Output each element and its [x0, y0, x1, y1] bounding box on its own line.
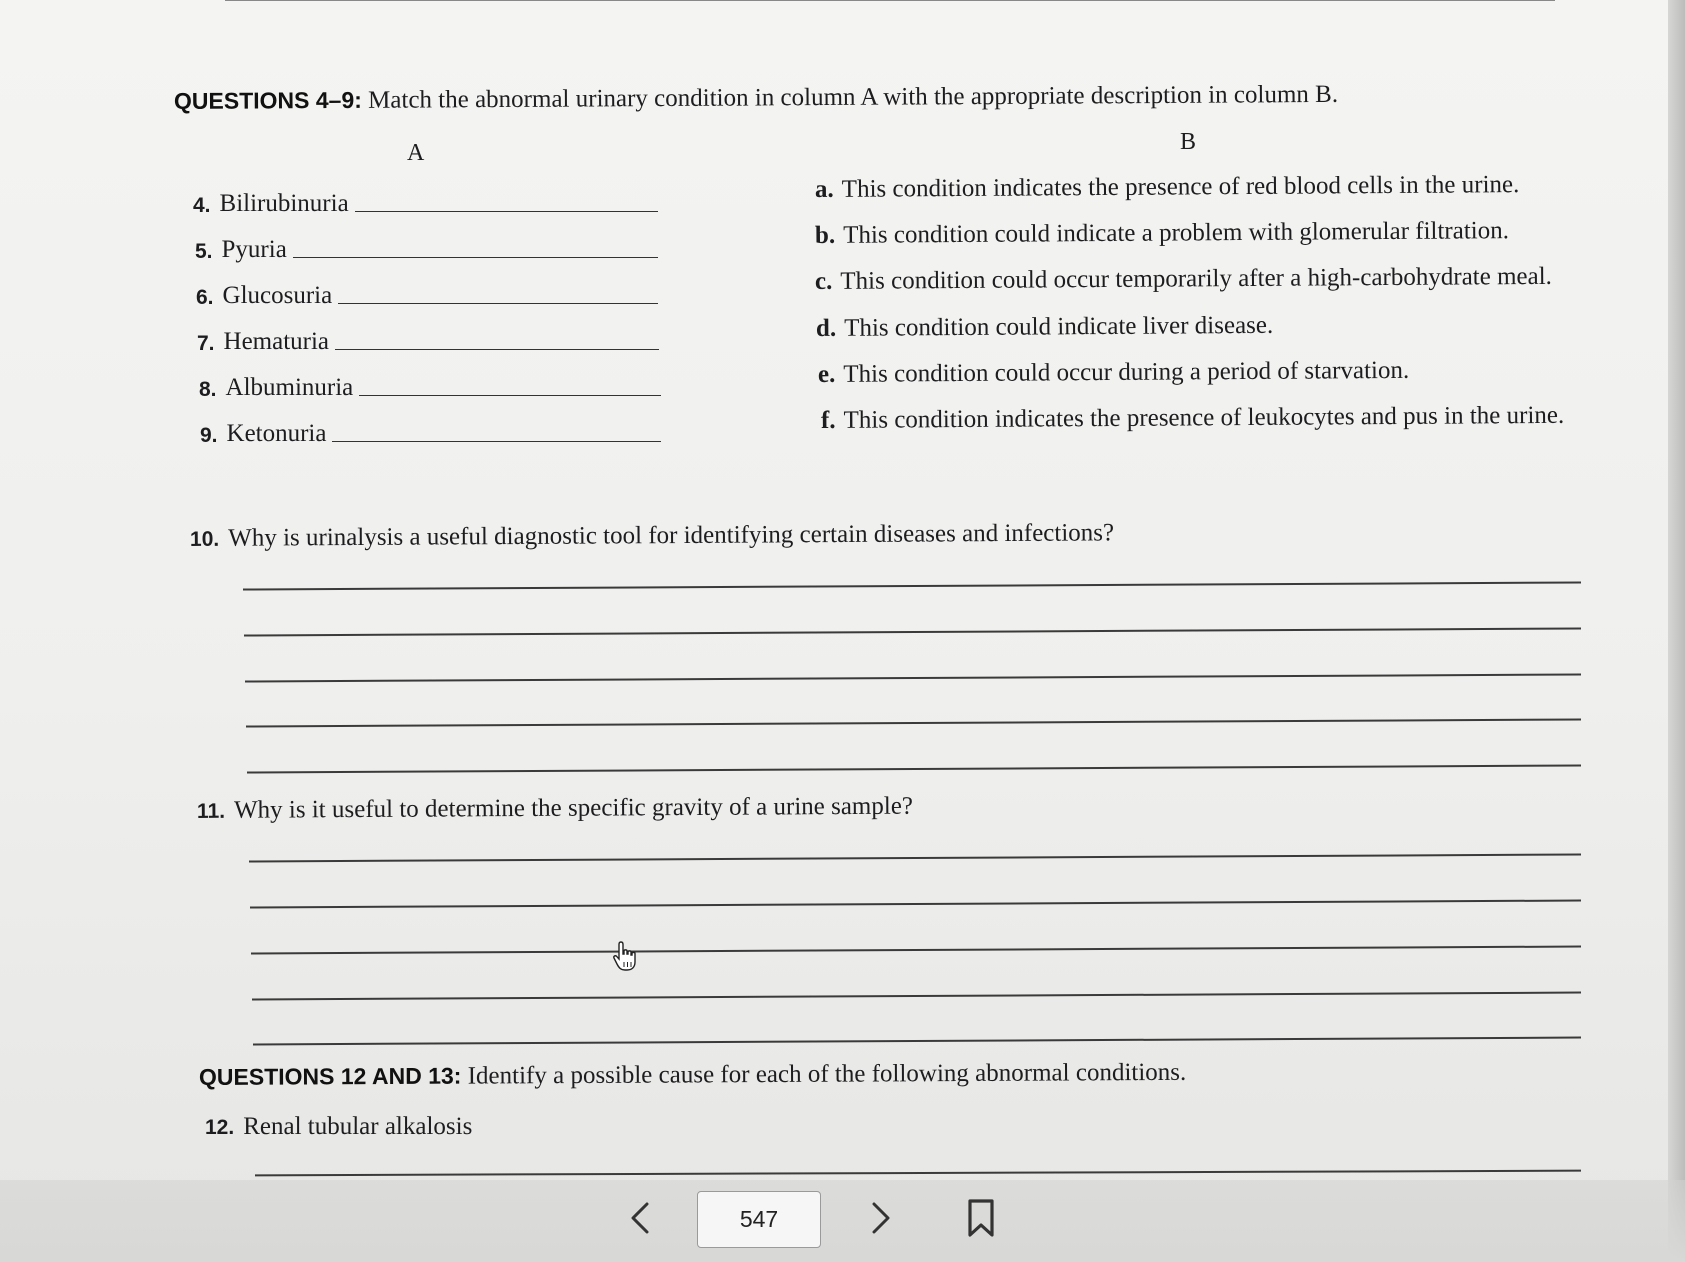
item-term: Glucosuria: [222, 282, 333, 309]
answer-line[interactable]: [244, 627, 1581, 636]
page-number: 547: [739, 1206, 779, 1232]
page-navigation-bar: [0, 1180, 1685, 1262]
answer-line[interactable]: [245, 674, 1581, 682]
description-b: [815, 217, 1509, 250]
section-heading-text: Match the abnormal urinary condition in column A with the appropriate description in column B.: [361, 80, 1339, 114]
previous-page-button[interactable]: [620, 1196, 660, 1240]
match-item-7[interactable]: [197, 322, 659, 356]
bookmark-icon[interactable]: [966, 1198, 996, 1238]
column-b-header: B: [1180, 129, 1197, 155]
next-page-button[interactable]: [861, 1196, 901, 1240]
answer-line[interactable]: [253, 1037, 1581, 1045]
match-item-5[interactable]: [195, 230, 658, 264]
description-letter: f.: [820, 406, 836, 434]
item-term: Pyuria: [221, 236, 287, 263]
top-rule: [225, 0, 1555, 1]
description-d: [816, 312, 1273, 343]
answer-blank[interactable]: [335, 348, 659, 350]
answer-blank[interactable]: [338, 302, 658, 304]
item-term: Hematuria: [223, 328, 330, 355]
question-12: [205, 1113, 472, 1141]
description-letter: d.: [815, 314, 837, 342]
question-text: Why is urinalysis a useful diagnostic tool for identifying certain diseases and infections?: [228, 519, 1115, 552]
description-e: [818, 357, 1409, 389]
question-text: Renal tubular alkalosis: [243, 1113, 473, 1140]
answer-line[interactable]: [250, 900, 1581, 908]
match-item-6[interactable]: [196, 276, 658, 310]
chevron-right-icon: [870, 1201, 892, 1235]
question-11: [197, 793, 913, 825]
section-heading-text: Identify a possible cause for each of the following abnormal conditions.: [461, 1058, 1187, 1090]
screen-edge: [1668, 0, 1685, 1262]
answer-line[interactable]: [252, 992, 1581, 1000]
chevron-left-icon: [629, 1201, 651, 1235]
description-a: [815, 171, 1520, 204]
match-item-4[interactable]: [193, 184, 658, 218]
answer-blank[interactable]: [355, 210, 658, 212]
description-c: [815, 263, 1552, 296]
answer-blank[interactable]: [293, 256, 658, 258]
answer-line[interactable]: [243, 581, 1581, 590]
description-text: This condition could indicate a problem with glomerular filtration.: [843, 217, 1510, 249]
description-letter: c.: [814, 267, 833, 295]
question-number: 12.: [205, 1116, 235, 1139]
answer-line[interactable]: [251, 946, 1581, 954]
answer-blank[interactable]: [332, 440, 661, 442]
answer-line[interactable]: [249, 854, 1581, 862]
page-number-field[interactable]: [697, 1191, 821, 1248]
description-text: This condition could occur during a period of starvation.: [843, 356, 1410, 388]
item-number: 8.: [199, 378, 217, 401]
description-text: This condition indicates the presence of leukocytes and pus in the urine.: [843, 401, 1565, 434]
item-number: 9.: [200, 424, 218, 447]
description-text: This condition could indicate liver disease.: [844, 311, 1274, 342]
section-heading-4-9: [174, 81, 1338, 116]
match-item-8[interactable]: [199, 368, 661, 402]
description-letter: a.: [814, 175, 834, 203]
description-text: This condition indicates the presence of red blood cells in the urine.: [841, 171, 1520, 203]
answer-line[interactable]: [247, 765, 1581, 773]
item-number: 5.: [195, 240, 213, 263]
description-letter: b.: [814, 221, 836, 249]
question-10: [190, 519, 1114, 553]
section-heading-lead: QUESTIONS 4–9:: [173, 86, 362, 114]
item-number: 6.: [196, 286, 214, 309]
description-text: This condition could occur temporarily after a high-carbohydrate meal.: [840, 262, 1552, 295]
description-letter: e.: [817, 360, 836, 388]
question-number: 11.: [196, 799, 226, 823]
column-a-header: A: [407, 140, 425, 166]
question-text: Why is it useful to determine the specific gravity of a urine sample?: [233, 792, 914, 824]
item-number: 4.: [193, 194, 211, 217]
match-item-9[interactable]: [200, 414, 661, 448]
section-heading-lead: QUESTIONS 12 AND 13:: [198, 1062, 462, 1090]
item-term: Bilirubinuria: [219, 190, 349, 217]
item-term: Ketonuria: [226, 420, 327, 447]
item-number: 7.: [197, 332, 215, 355]
description-f: [821, 402, 1564, 435]
answer-blank[interactable]: [359, 394, 661, 396]
section-heading-12-13: [199, 1059, 1186, 1092]
answer-line[interactable]: [246, 719, 1581, 727]
answer-line[interactable]: [255, 1170, 1581, 1176]
question-number: 10.: [189, 527, 220, 551]
item-term: Albuminuria: [225, 374, 354, 401]
hand-cursor-icon: [612, 940, 640, 972]
